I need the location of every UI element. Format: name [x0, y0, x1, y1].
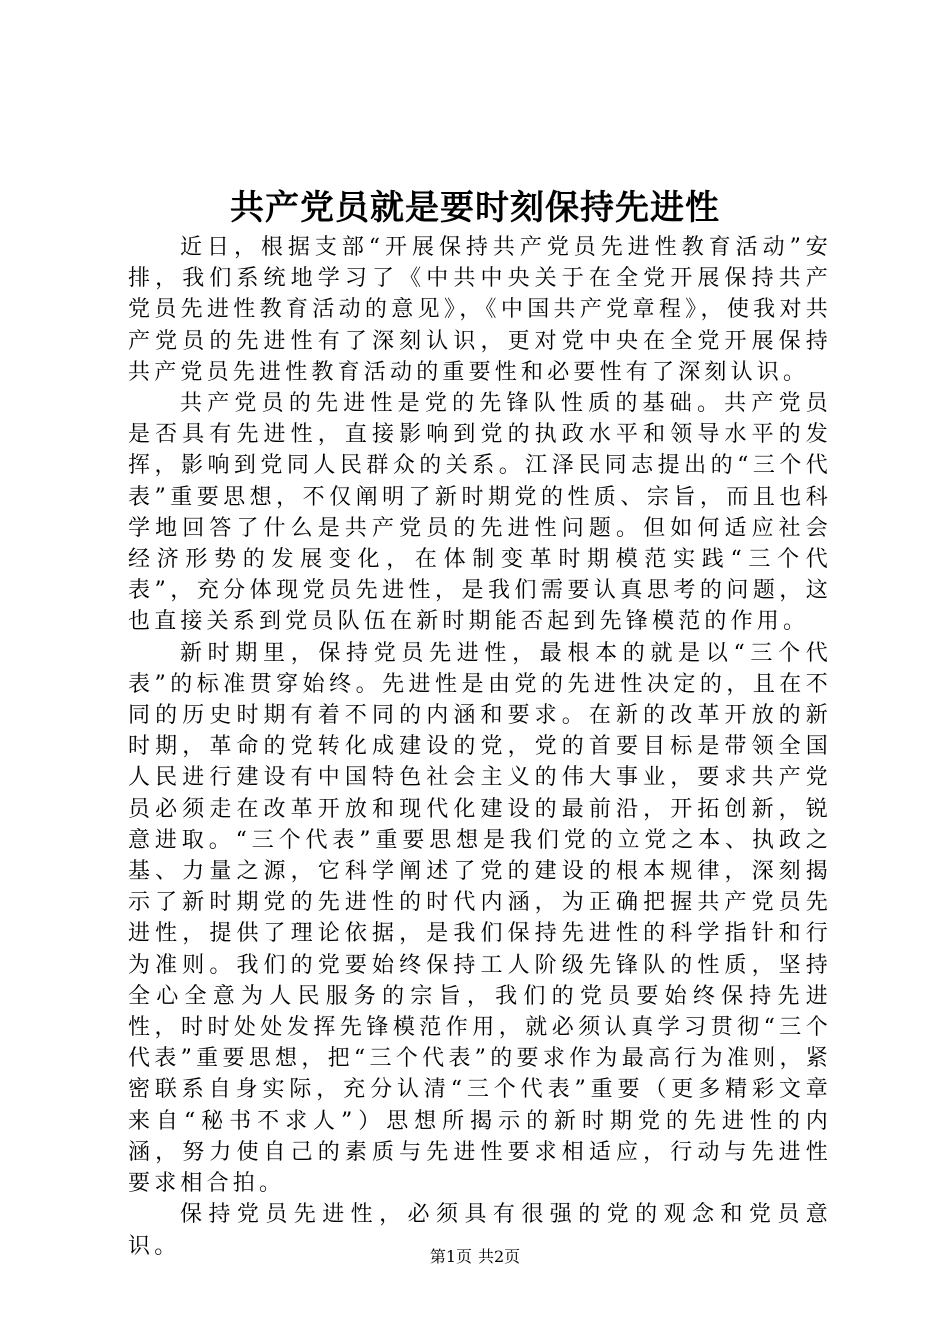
page-footer — [0, 1247, 950, 1267]
page-total: 共2页 — [478, 1247, 521, 1266]
paragraph-4: 保持党员先进性，必须具有很强的党的观念和党员意识。 — [128, 1202, 832, 1259]
paragraph-1: 近日，根据支部“开展保持共产党员先进性教育活动”安排，我们系统地学习了《中共中央关于在全党开展保持共产党员先进性教育活动的意见》，《中国共产党章程》，使我对共产党员的先进性有了深刻认识，更对党中央在全党开展保持共产党员先进性教育活动的重要性和必要性有了深刻认识。 — [128, 235, 832, 385]
document-title: 共产党员就是要时刻保持先进性 — [230, 188, 720, 228]
paragraph-2: 共产党员的先进性是党的先锋队性质的基础。共产党员是否具有先进性，直接影响到党的执政水平和领导水平的发挥，影响到党同人民群众的关系。江泽民同志提出的“三个代表”重要思想，不仅阐明了新时期党的性质、宗旨，而且也科学地回答了什么是共产党员的先进性问题。但如何适应社会经济形势的发展变化，在体制变革时期模范实践“三个代表”，充分体现党员先进性，是我们需要认真思考的问题，这也直接关系到党员队伍在新时期能否起到先锋模范的作用。 — [128, 391, 832, 635]
paragraph-3: 新时期里，保持党员先进性，最根本的就是以“三个代表”的标准贯穿始终。先进性是由党的先进性决定的，且在不同的历史时期有着不同的内涵和要求。在新的改革开放的新时期，革命的党转化成建设的党，党的首要目标是带领全国人民进行建设有中国特色社会主义的伟大事业，要求共产党员必须走在改革开放和现代化建设的最前沿，开拓创新，锐意进取。“三个代表”重要思想是我们党的立党之本、执政之基、力量之源，它科学阐述了党的建设的根本规律，深刻揭示了新时期党的先进性的时代内涵，为正确把握共产党员先进性，提供了理论依据，是我们保持先进性的科学指针和行为准则。我们的党要始终保持工人阶级先锋队的性质，坚持全心全意为人民服务的宗旨，我们的党员要始终保持先进性，时时处处发挥先锋模范作用，就必须认真学习贯彻“三个代表”重要思想，把“三个代表”的要求作为最高行为准则，紧密联系自身实际，充分认清“三个代表”重要（更多精彩文章来自“秘书不求人”）思想所揭示的新时期党的先进性的内涵，努力使自己的素质与先进性要求相适应，行动与先进性要求相合拍。 — [128, 640, 832, 1197]
document-body — [128, 232, 832, 1262]
page-number: 第1页 — [429, 1247, 472, 1266]
